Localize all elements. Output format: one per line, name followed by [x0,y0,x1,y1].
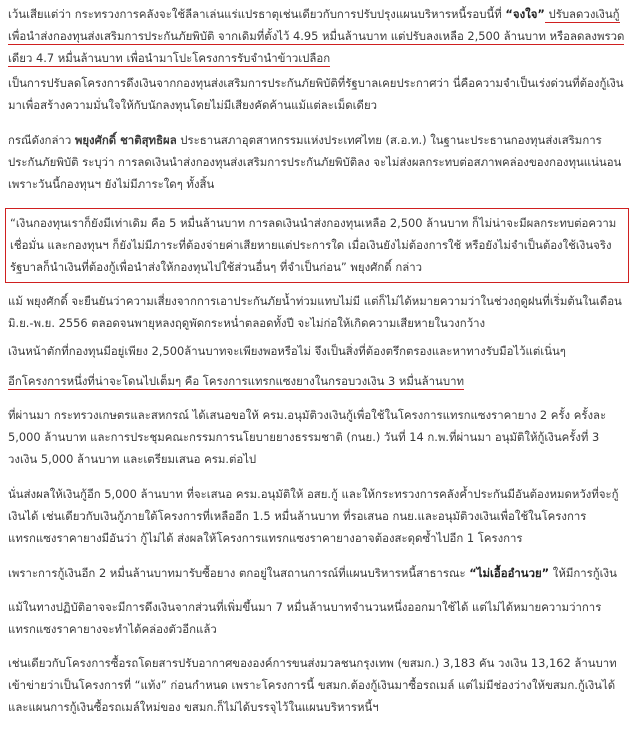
paragraph-3 [8,129,628,195]
emphasis-quote-2: “ไม่เอื้ออำนวย” [469,566,550,580]
highlighted-sentence-2: อีกโครงการหนึ่งที่น่าจะโดนไปเต็มๆ คือ โครงการแทรกแซงยางในกรอบวงเงิน 3 หมื่นล้านบาท [8,374,464,388]
highlighted-sentence: ปรับลดวงเงินกู้เพื่อนำส่งกองทุนส่งเสริมการประกันภัยพิบัติ จากเดิมที่ตั้งไว้ 4.95 หมื่นล้านบาท แต่ปรับลงเหลือ 2,500 ล้านบาท หรือลดลงพรวดเดียว 4.7 หมื่นล้านบาท เพื่อนำมาโปะโครงการรับจำนำข้าวเปลือก [8,7,625,65]
paragraph-7 [8,370,628,392]
paragraph-3-lead: กรณีดังกล่าว [8,133,75,147]
paragraph-10 [8,562,628,584]
paragraph-10-lead: เพราะการกู้เงินอีก 2 หมื่นล้านบาทมารับซื้อยาง ตกอยู่ในสถานการณ์ที่แผนบริหารหนี้สาธารณะ [8,566,470,580]
person-name: พยุงศักดิ์ ชาติสุทธิผล [74,133,177,147]
paragraph-5: แม้ พยุงศักดิ์ จะยืนยันว่าความเสี่ยงจากการเอาประกันภัยนํ้าท่วมแทบไม่มี แต่ก็ไม่ได้หมายความว่าในช่วงฤดูฝนที่เริ่มต้นในเดือน มิ.ย.-พ.ย. 2556 ตลอดจนพายุหลงฤดูพัดกระหน่ำตลอดทั้งปี จะไม่ก่อให้เกิดความเสียหายในวงกว้าง [8,294,622,330]
paragraph-1 [8,3,628,69]
paragraph-6: เงินหน้าตักที่กองทุนมีอยู่เพียง 2,500ล้านบาทจะเพียงพอหรือไม่ จึงเป็นสิ่งที่ต้องตรึกตรองและหาทางรับมือไว้แต่เนิ่นๆ [8,344,566,358]
paragraph-8: ที่ผ่านมา กระทรวงเกษตรและสหกรณ์ ได้เสนอขอให้ ครม.อนุมัติวงเงินกู้เพื่อใช้ในโครงการแทรกแซงราคายาง 2 ครั้ง ครั้งละ 5,000 ล้านบาท และการประชุมคณะกรรมการนโยบายยางธรรมชาติ (กนย.) วันที่ 14 ก.พ.ที่ผ่านมา อนุมัติให้กู้เงินครั้งที่ 3 วงเงิน 5,000 ล้านบาท และเตรียมเสนอ ครม.ต่อไป [8,408,607,466]
emphasis-quote: “จงใจ” [505,7,545,21]
paragraph-9: นั่นส่งผลให้เงินกู้อีก 5,000 ล้านบาท ที่จะเสนอ ครม.อนุมัติให้ อสย.กู้ และให้กระทรวงการคลังค้ำประกันมีอันต้องหมดหวังที่จะกู้เงินได้ เช่นเดียวกับเงินกู้ภายใต้โครงการที่เหลืออีก 1.5 หมื่นล้านบาท ที่รอเสนอ กนย.และอนุมัติวงเงินเพื่อใช้ในโครงการแทรกแซงราคายางมีอันว่า กู้ไม่ได้ ส่งผลให้โครงการแทรกแซงราคายางอาจต้องสะดุดซ้ำไปอีก 1 โครงการ [8,487,619,545]
paragraph-3-rest: ประธานสภาอุตสาหกรรมแห่งประเทศไทย (ส.อ.ท.) ในฐานะประธานกองทุนส่งเสริมการประกันภัยพิบัติ ระบุว่า การลดเงินนำส่งกองทุนส่งเสริมการประกันภัยพิบัติลง จะไม่ส่งผลกระทบต่อสภาพคล่องของกองทุนแน่นอน เพราะวันนี้กองทุนฯ ยังไม่มีภาระใดๆ ทั้งสิ้น [8,133,622,191]
paragraph-11: แม้ในทางปฏิบัติอาจจะมีการดึงเงินจากส่วนที่เพิ่มขึ้นมา 7 หมื่นล้านบาทจำนวนหนึ่งออกมาใช้ได้ แต่ไม่ได้หมายความว่าการแทรกแซงราคายางจะทำได้คล่องตัวอีกแล้ว [8,600,602,636]
paragraph-10-rest: ให้มีการกู้เงิน [549,566,617,580]
paragraph-12: เช่นเดียวกับโครงการซื้อรถโดยสารปรับอากาศขององค์การขนส่งมวลชนกรุงเทพ (ขสมก.) 3,183 คัน วงเงิน 13,162 ล้านบาท เข้าข่ายว่าเป็นโครงการที่ “แท้ง” ก่อนกำหนด เพราะโครงการนี้ ขสมก.ต้องกู้เงินมาซื้อรถเมล์ แต่ไม่มีช่องว่างให้ขสมก.กู้เงินได้ และแผนการกู้เงินซื้อรถเมล์ใหม่ของ ขสมก.ก็ไม่ได้บรรจุไว้ในแผนบริหารหนี้ฯ [8,656,617,714]
paragraph-2: เป็นการปรับลดโครงการดึงเงินจากกองทุนส่งเสริมการประกันภัยพิบัติที่รัฐบาลเคยประกาศว่า นี่คือความจำเป็นเร่งด่วนที่ต้องกู้เงินมาเพื่อสร้างความมั่นใจให้กับนักลงทุนโดยไม่มีเสียงคัดค้านแม้แต่ละเม็ดเดียว [8,76,624,112]
quote-box: “เงินกองทุนเราก็ยังมีเท่าเดิม คือ 5 หมื่นล้านบาท การลดเงินนำส่งกองทุนเหลือ 2,500 ล้านบาท ก็ไม่น่าจะมีผลกระทบต่อความเชื่อมั่น และกองทุนฯ ก็ยังไม่มีภาระที่ต้องจ่ายค่าเสียหายแต่ประการใด เมื่อเงินยังไม่ต้องการใช้ หรือยังไม่จำเป็นต้องใช้เงินจริง รัฐบาลก็นำเงินที่ต้องกู้เพื่อนำส่งให้กองทุนไปใช้ส่วนอื่นๆ ที่จำเป็นก่อน” พยุงศักดิ์ กล่าว [5,208,629,283]
paragraph-1-lead: เว้นเสียแต่ว่า กระทรวงการคลังจะใช้ลีลาเล่นแร่แปรธาตุเช่นเดียวกับการปรับปรุงแผนบริหารหนี้รอบนี้ที่ [8,7,506,21]
